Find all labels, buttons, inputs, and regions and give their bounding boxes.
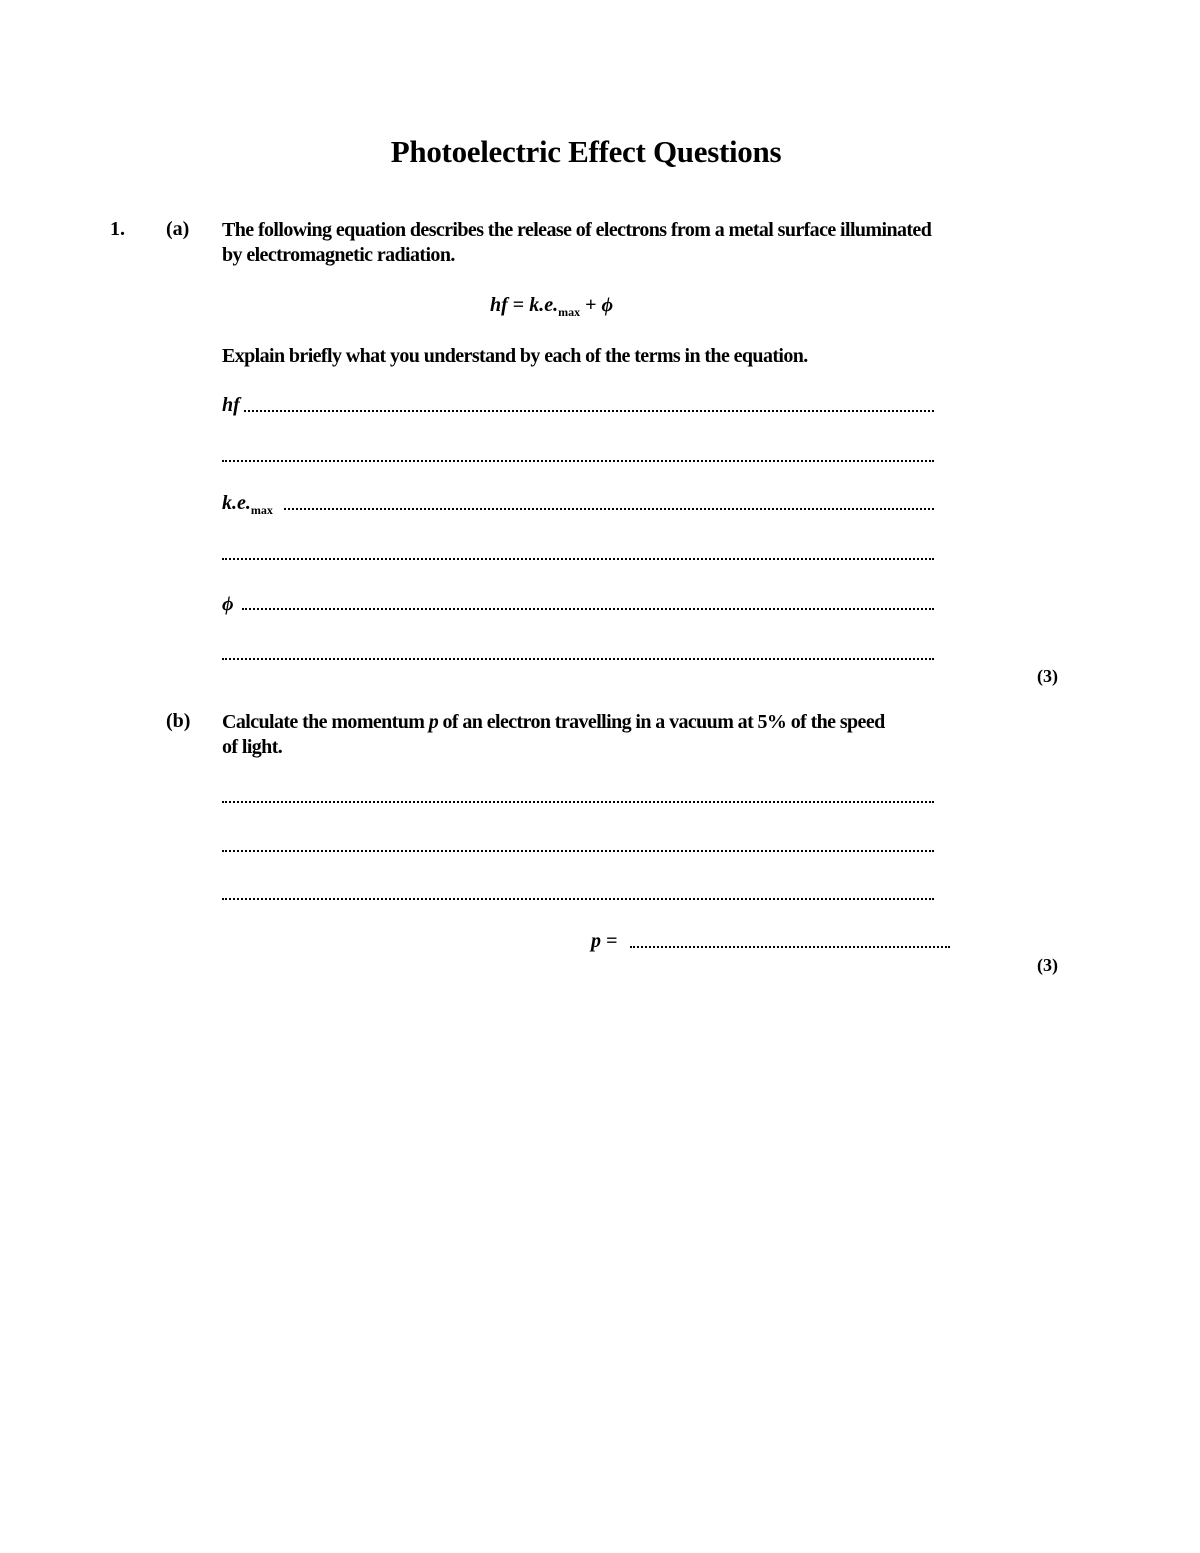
part-a-intro-line2: by electromagnetic radiation. bbox=[222, 244, 455, 266]
part-b-text bbox=[222, 710, 982, 760]
page-title: Photoelectric Effect Questions bbox=[390, 134, 782, 169]
equation-equals: = bbox=[507, 294, 530, 316]
answer-line-ke-2[interactable] bbox=[222, 558, 934, 560]
term-hf-label: hf bbox=[222, 394, 243, 417]
equation-hf: hf bbox=[490, 294, 508, 316]
equation-phi: ϕ bbox=[601, 294, 614, 316]
term-ke-text: k.e. bbox=[222, 492, 251, 514]
answer-line-phi-2[interactable] bbox=[222, 658, 934, 660]
answer-line-b-3[interactable] bbox=[222, 898, 934, 900]
part-a-prompt: Explain briefly what you understand by each of the terms in the equation. bbox=[222, 345, 808, 367]
part-a-marks: (3) bbox=[1037, 666, 1058, 686]
term-ke-label bbox=[222, 492, 276, 518]
part-a-label: (a) bbox=[166, 218, 190, 240]
part-b-text-line1 bbox=[222, 710, 982, 735]
answer-line-hf-2[interactable] bbox=[222, 460, 934, 462]
equation-plus: + bbox=[580, 294, 602, 316]
part-a-intro bbox=[222, 218, 1022, 268]
answer-p-label: p = bbox=[591, 930, 618, 952]
part-b-marks: (3) bbox=[1037, 955, 1058, 975]
answer-line-hf-1[interactable] bbox=[244, 410, 934, 412]
equation-ke-subscript: max bbox=[558, 305, 581, 319]
part-b-label: (b) bbox=[166, 710, 191, 732]
part-b-text-line2: of light. bbox=[222, 736, 283, 758]
part-b-text-after: of an electron travelling in a vacuum at 5% of the speed bbox=[438, 711, 885, 733]
term-phi-label: ϕ bbox=[222, 593, 237, 616]
answer-line-b-1[interactable] bbox=[222, 801, 934, 803]
equation-ke: k.e. bbox=[529, 294, 559, 316]
part-a-intro-line1: The following equation describes the release of electrons from a metal surface illuminated bbox=[222, 219, 932, 241]
answer-line-ke-1[interactable] bbox=[284, 508, 934, 510]
answer-line-b-2[interactable] bbox=[222, 850, 934, 852]
part-b-text-before: Calculate the momentum bbox=[222, 711, 429, 733]
answer-p-line[interactable] bbox=[630, 946, 950, 948]
term-ke-subscript: max bbox=[250, 503, 273, 517]
answer-line-phi-1[interactable] bbox=[242, 608, 934, 610]
photoelectric-equation bbox=[490, 294, 613, 320]
part-b-text-variable: p bbox=[428, 711, 439, 733]
question-number: 1. bbox=[110, 218, 125, 240]
